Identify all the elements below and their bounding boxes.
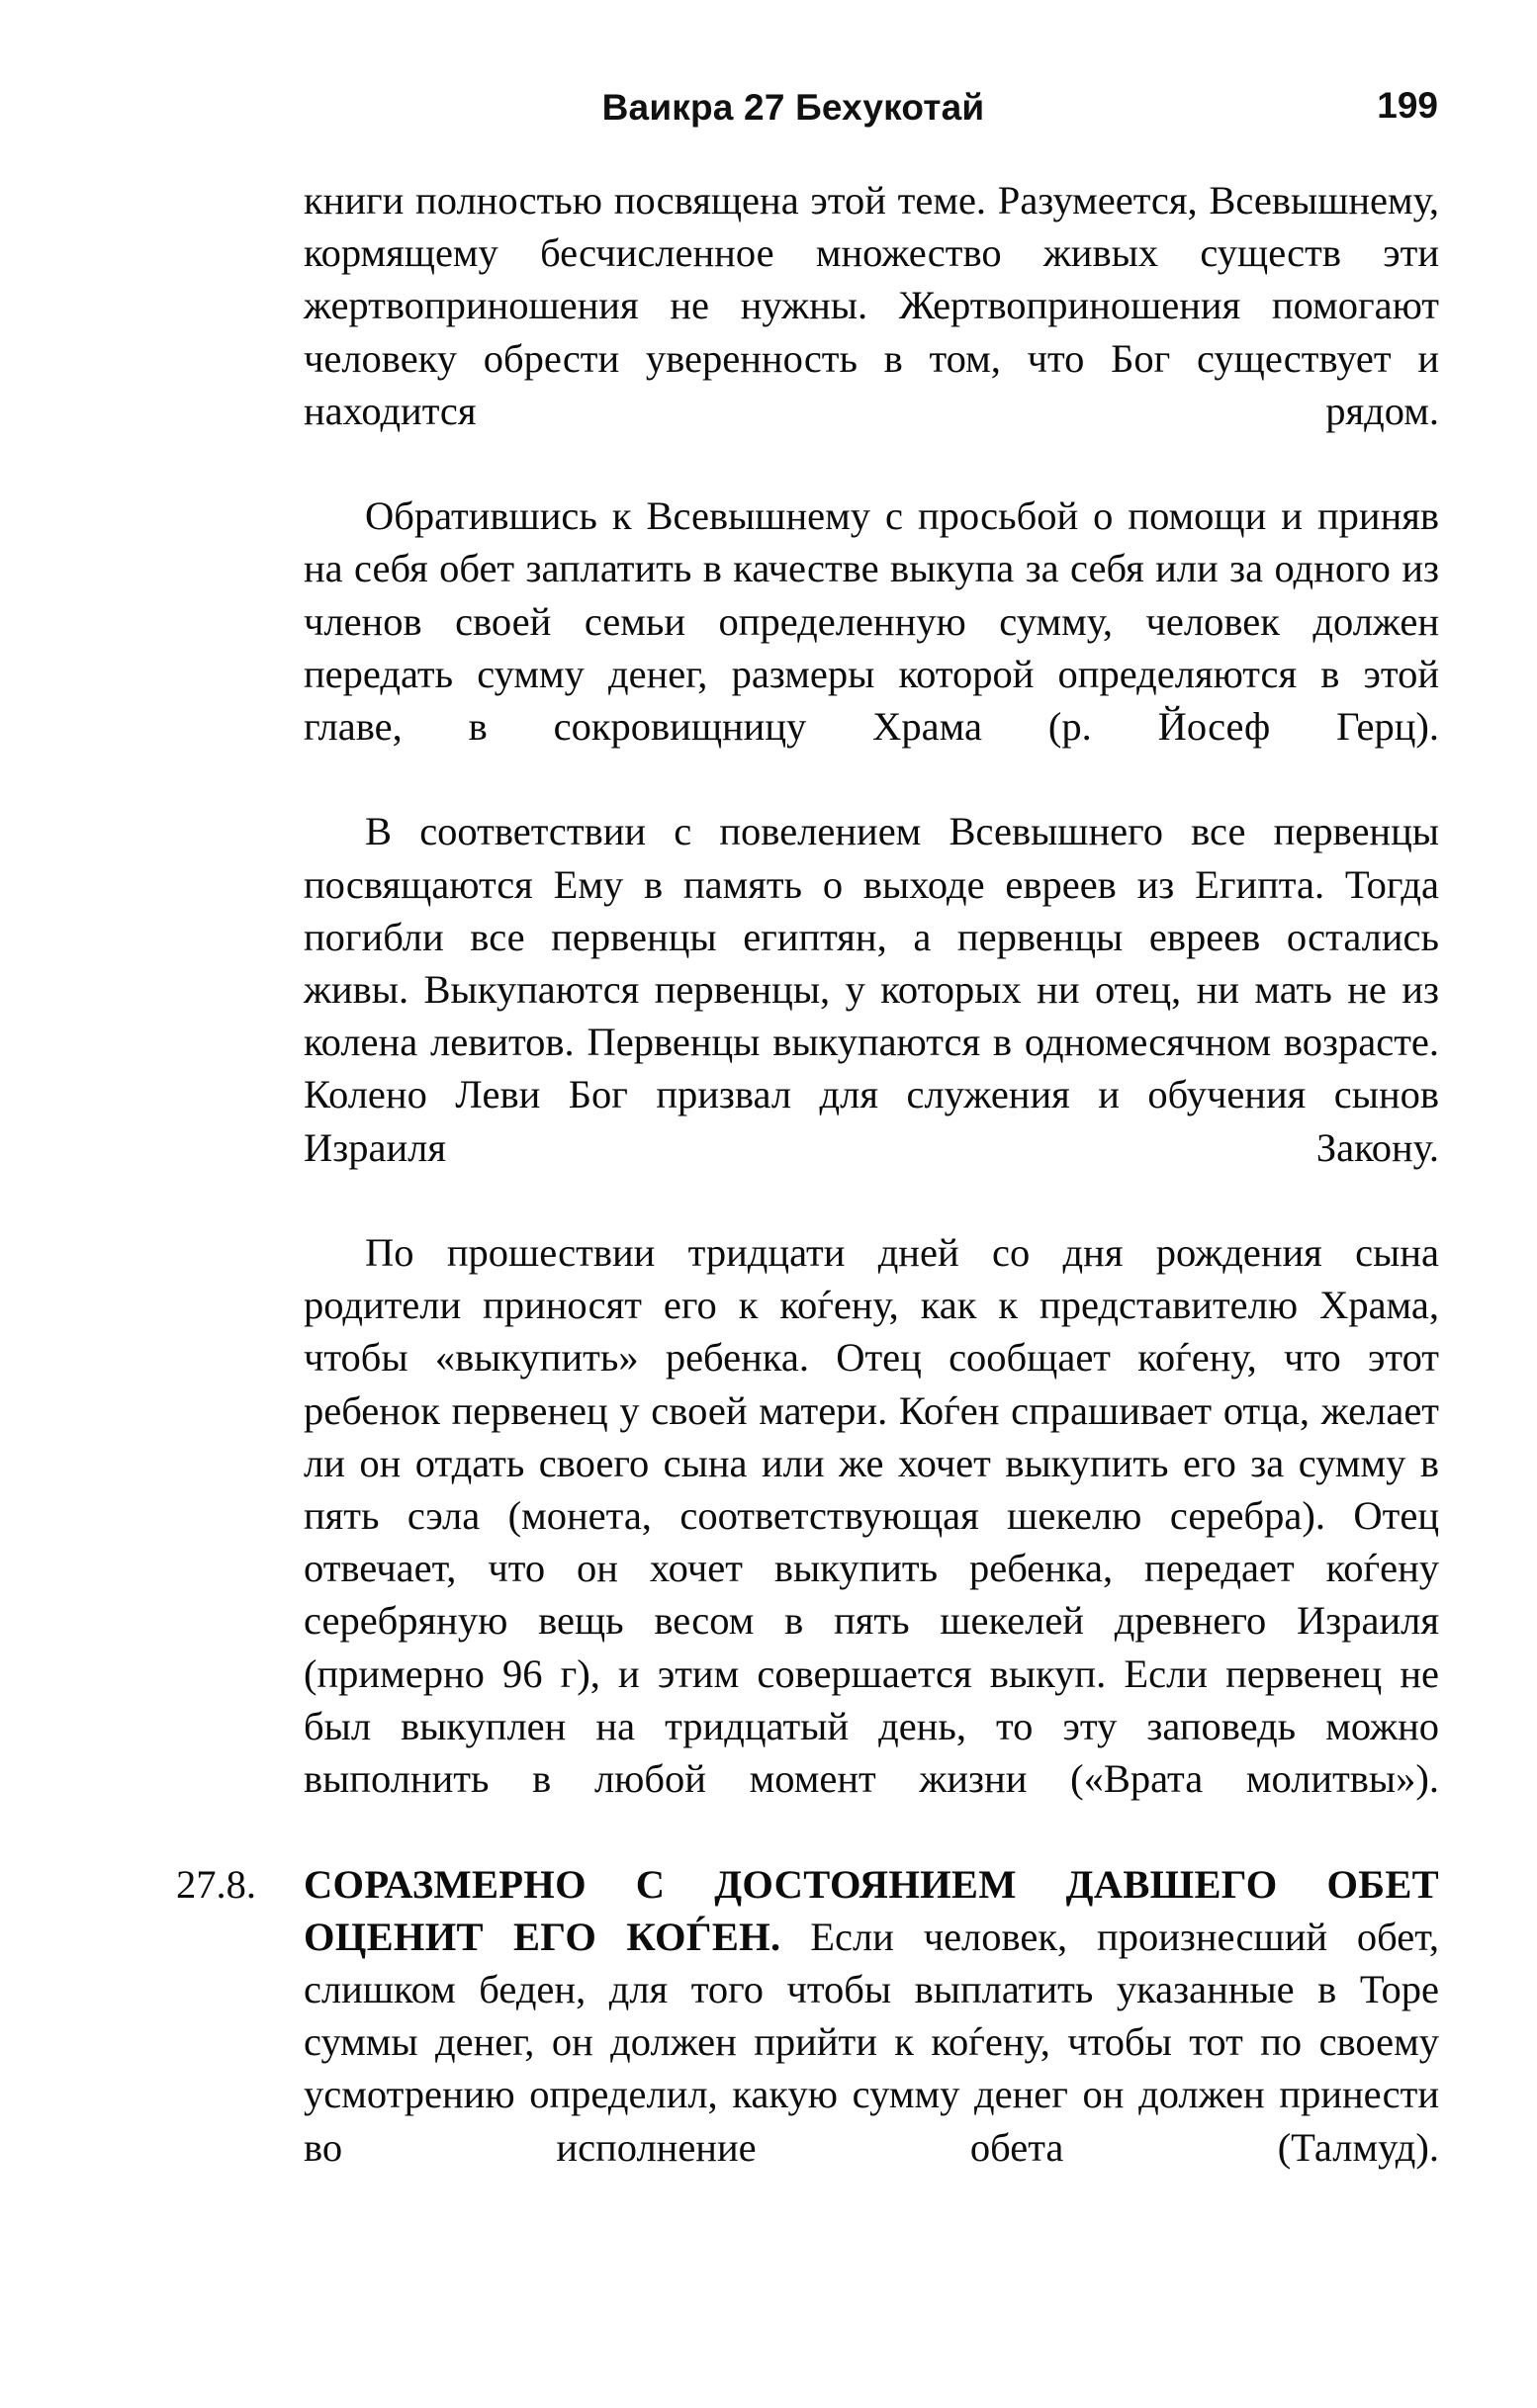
running-head-title: Ваикра 27 Бехукотай [601, 87, 985, 128]
paragraph-obrativshis: Обратившись к Всевышнему с просьбой о помощи и приняв на себя обет заплатить в качестве выкупа за себя или за одного из членов своей семьи определенную сумму, человек должен передать сумму денег, размеры которой определяются в этой главе, в сокровищницу Храма (р. Йосеф Герц). [304, 493, 1439, 750]
page-number: 199 [1377, 85, 1438, 126]
verse-block [176, 1858, 1439, 2226]
paragraph-v-sootvetstvii: В соответствии с повелением Всевышнего все первенцы посвящаются Ему в память о выходе евреев из Египта. Тогда погибли все первенцы египтян, а первенцы евреев остались живы. Выкупаются первенцы, у которых ни отец, ни мать не из колена левитов. Первенцы выкупаются в одномесячном возрасте. Колено Леви Бог призвал для служения и обучения сынов Израиля Закону. [304, 809, 1439, 1170]
running-head [176, 87, 1438, 138]
verse-commentary: Если человек, произнесший обет, слишком беден, для того чтобы выплатить указанные в Торе суммы денег, он должен прийти к коѓену, чтобы тот по своему усмотрению определил, какую сумму денег он должен принести во исполнение обета (Талмуд). [304, 1914, 1439, 2170]
paragraph-continuation: книги полностью посвящена этой теме. Разумеется, Всевышнему, кормящему бесчисленное множество живых существ эти жертвоприношения не нужны. Жертвоприношения помогают человеку обрести уверенность в том, что Бог существует и находится рядом. [304, 178, 1439, 433]
verse-number: 27.8. [176, 1861, 256, 1907]
verse-lemma: СОРАЗМЕРНО С ДОСТОЯНИЕМ ДАВШЕГО ОБЕТ ОЦЕНИТ ЕГО КОЃЕН. [304, 1861, 1439, 1959]
verse-paragraph [304, 1858, 1439, 2226]
paragraph-po-proshestvii: По прошествии тридцати дней со дня рождения сына родители приносят его к коѓену, как к представителю Храма, чтобы «выкупить» ребенка. Отец сообщает коѓену, что этот ребенок первенец у своей матери. Коѓен спрашивает отца, желает ли он отдать своего сына или же хочет выкупить его за сумму в пять сэла (монета, соответствующая шекелю серебра). Отец отвечает, что он хочет выкупить ребенка, передает коѓену серебряную вещь весом в пять шекелей древнего Израиля (примерно 96 г), и этим совершается выкуп. Если первенец не был выкуплен на тридцатый день, то эту заповедь можно выполнить в любой момент жизни («Врата молитвы»). [304, 1230, 1439, 1802]
text-block [176, 174, 1439, 2226]
